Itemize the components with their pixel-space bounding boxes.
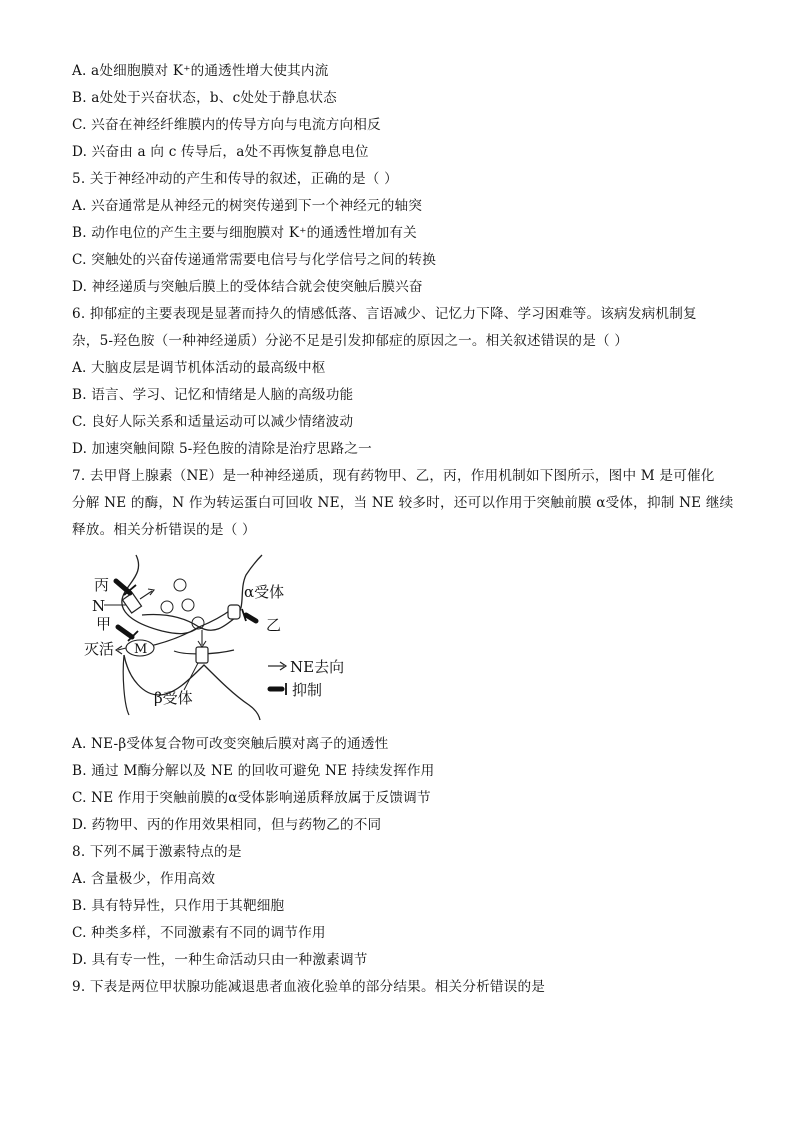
reuptake-path-curve	[142, 615, 199, 628]
label-n: N	[92, 597, 106, 615]
q8-option-d: D. 具有专一性，一种生命活动只由一种激素调节	[72, 952, 368, 968]
label-miehuo: 灭活	[84, 640, 115, 658]
q4-option-b: B. a处处于兴奋状态，b、c处处于静息状态	[72, 90, 337, 106]
synapse-figure	[84, 555, 384, 720]
q6-stem-line-2: 杂，5-羟色胺（一种神经递质）分泌不足是引发抑郁症的原因之一。相关叙述错误的是（ ）	[72, 333, 629, 349]
q5-option-b: B. 动作电位的产生主要与细胞膜对 K⁺的通透性增加有关	[72, 225, 417, 241]
q6-option-d: D. 加速突触间隙 5-羟色胺的清除是治疗思路之一	[72, 441, 372, 457]
label-alpha: α受体	[244, 583, 285, 601]
vesicle-1	[174, 579, 186, 591]
inactivation-path-curve	[146, 627, 199, 647]
postsynaptic-membrane	[124, 655, 260, 720]
legend-ne-direction: NE去向	[290, 658, 345, 676]
q7-option-c: C. NE 作用于突触前膜的α受体影响递质释放属于反馈调节	[72, 790, 431, 806]
q8-option-b: B. 具有特异性，只作用于其靶细胞	[72, 898, 285, 914]
q7-option-b: B. 通过 M酶分解以及 NE 的回收可避免 NE 持续发挥作用	[72, 763, 435, 779]
q8-option-c: C. 种类多样，不同激素有不同的调节作用	[72, 925, 326, 941]
q4-option-c: C. 兴奋在神经纤维膜内的传导方向与电流方向相反	[72, 117, 381, 133]
q5-option-a: A. 兴奋通常是从神经元的树突传递到下一个神经元的轴突	[72, 198, 423, 214]
inhibit-jia-icon	[118, 627, 132, 637]
q7-option-d: D. 药物甲、丙的作用效果相同，但与药物乙的不同	[72, 817, 382, 833]
q5-stem: 5. 关于神经冲动的产生和传导的叙述，正确的是（ ）	[72, 171, 398, 187]
label-yi: 乙	[266, 616, 282, 634]
label-bing: 丙	[94, 576, 110, 594]
vesicle-3	[182, 599, 194, 611]
q6-option-a: A. 大脑皮层是调节机体活动的最高级中枢	[72, 360, 326, 376]
synapse-diagram	[84, 555, 384, 720]
q5-option-c: C. 突触处的兴奋传递通常需要电信号与化学信号之间的转换	[72, 252, 437, 268]
transporter-n	[122, 593, 141, 613]
label-beta-leader	[184, 663, 198, 690]
q7-stem-line-3: 释放。相关分析错误的是（ ）	[72, 522, 256, 538]
q4-option-d: D. 兴奋由 a 向 c 传导后，a处不再恢复静息电位	[72, 144, 369, 160]
q8-stem: 8. 下列不属于激素特点的是	[72, 844, 242, 860]
q8-option-a: A. 含量极少，作用高效	[72, 871, 216, 887]
beta-receptor	[196, 647, 208, 663]
alpha-receptor	[228, 605, 240, 619]
inhibit-yi-icon	[246, 615, 256, 621]
q7-stem-line-2: 分解 NE 的酶，N 作为转运蛋白可回收 NE，当 NE 较多时，还可以作用于突触前膜 α受体，抑制 NE 继续	[72, 495, 734, 511]
label-jia: 甲	[96, 615, 112, 633]
q6-option-c: C. 良好人际关系和适量运动可以减少情绪波动	[72, 414, 354, 430]
q6-option-b: B. 语言、学习、记忆和情绪是人脑的高级功能	[72, 387, 354, 403]
q7-stem-line-1: 7. 去甲肾上腺素（NE）是一种神经递质，现有药物甲、乙，丙，作用机制如下图所示，图中 M 是可催化	[72, 468, 715, 484]
vesicle-2	[161, 601, 173, 613]
q4-option-a: A. a处细胞膜对 K⁺的通透性增大使其内流	[72, 63, 329, 79]
q6-stem-line-1: 6. 抑郁症的主要表现是显著而持久的情感低落、言语减少、记忆力下降、学习困难等。该病发病机制复	[72, 306, 697, 322]
label-beta: β受体	[154, 689, 193, 707]
q5-option-d: D. 神经递质与突触后膜上的受体结合就会使突触后膜兴奋	[72, 279, 423, 295]
q9-stem: 9. 下表是两位甲状腺功能减退患者血液化验单的部分结果。相关分析错误的是	[72, 979, 546, 995]
legend-inhibit: 抑制	[292, 681, 323, 699]
label-m: M	[134, 642, 148, 657]
q7-option-a: A. NE-β受体复合物可改变突触后膜对离子的通透性	[72, 736, 389, 752]
